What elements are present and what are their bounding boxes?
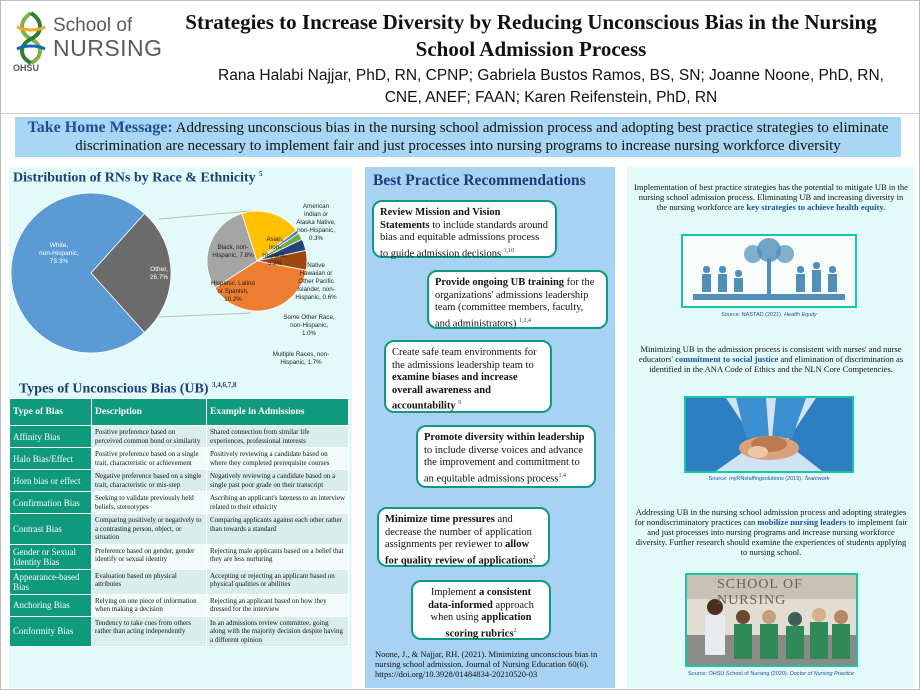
label-white: White, non-Hispanic, 73.3% [39,242,79,265]
distribution-ref: 5 [259,170,263,178]
ohsu-logo-icon [9,9,53,65]
caption-1-title: Health Equity [784,312,817,318]
bias-example-cell: Shared connection from similar life experiences, professional interests [207,426,349,448]
rec2-ref: 1,2,4 [518,317,531,324]
p1-highlight: key strategies to achieve health equity. [746,202,886,212]
rec6-text1: Implement [430,587,479,598]
rec6-ref: 2 [513,627,517,634]
bias-table-body [10,426,349,647]
p1-text: Implementation of best practice strategies has the potential to mitigate UB in the nursing school admission process. Eliminating UB and increasing diversity in the nursing workforce are [634,182,908,212]
connector-bottom [159,313,251,317]
label-black: Black, non-Hispanic, 7.8% [212,244,254,259]
bias-example-cell: Rejecting male applicants based on a belief that they are less nurturing [207,544,349,569]
bias-example-cell: Accepting or rejecting an applicant based on physical qualities or abilities [207,569,349,594]
p2-text2: and elimination of discrimination as identified in the ANA Code of Ethics and the NLN Core Competencies. [649,354,904,374]
rec5-ref: 2 [532,554,536,561]
caption-1-source: Source: NASTAD (2021). [721,312,785,318]
rec6-bold1: a consistent data-informed [428,587,532,611]
label-other: Other, 26.7% [149,266,169,281]
p3-text2: to implement fair and just processes into nursing programs and increase nursing workforce diversity. Further research should examine the experiences of students applying to nursing school. [635,517,908,557]
col-header-description: Description [92,399,207,426]
rec4-text: to include diverse voices and advance the improvement and commitment to an equitable admissions process [424,444,583,484]
logo-line2: NURSING [53,35,163,61]
bias-description-cell: Positive preference based on perceived common bond or similarity [92,426,207,448]
types-title [19,381,237,398]
rec4-bold: Promote diversity within leadership [424,432,585,443]
rec2-bold: Provide ongoing UB training [435,277,565,288]
label-american-indian: American Indian or Alaska Native, non-Hispanic, 0.3% [296,203,336,242]
health-equity-illustration [681,234,857,308]
race-ethnicity-pie-chart [11,187,351,379]
bias-description-cell: Seeking to validate previously held beliefs, stereotypes [92,492,207,514]
bias-type-cell: Appearance-based Bias [10,569,92,594]
bias-example-cell: In an admissions review committee, going along with the majority decision despite having a different opinion [207,616,349,647]
recommendation-mission [372,200,557,258]
right-paragraph-2 [635,344,907,374]
bias-example-cell: Positively reviewing a candidate based on where they completed prerequisite courses [207,448,349,470]
take-home-text: Addressing unconscious bias in the nursing school admission process and adopting best practice strategies to eliminate discrimination are necessary to implement fair and just processes into nursing programs to increase nursing workforce diversity [75,120,889,154]
bias-type-cell: Affinity Bias [10,426,92,448]
bias-type-cell: Gender or Sexual Identity Bias [10,544,92,569]
p2-highlight: commitment to social justice [675,354,779,364]
right-paragraph-1 [633,182,909,212]
label-multiple: Multiple Races, non-Hispanic, 1.7% [272,351,330,366]
nursing-students-photo [685,573,858,667]
sub-pie [207,211,307,311]
label-hispanic: Hispanic, Latino or Spanish, 10.2% [210,280,256,303]
rec5-bold1: Minimize time pressures [385,514,495,525]
label-some-other: Some Other Race, non-Hispanic, 1.0% [283,314,335,337]
caption-2-title: Teamwork [804,476,830,482]
table-row [10,616,349,647]
rec6-bold2: application scoring rubrics [445,612,532,639]
table-row [10,426,349,448]
bias-description-cell: Preference based on gender, gender identify or sexual identity [92,544,207,569]
rec2-text: for the organizations' admissions leadership team (committee members, faculty, and administrators) [435,277,595,329]
bias-type-cell: Conformity Bias [10,616,92,647]
p3-highlight: mobilize nursing leaders [757,517,847,527]
bias-type-cell: Horn bias or effect [10,470,92,492]
p3-text1: Addressing UB in the nursing school admission process and adopting strategies for nondiscriminatory practices can [634,507,907,527]
bias-type-cell: Confirmation Bias [10,492,92,514]
rec4-ref: 1,4 [558,472,566,479]
poster-title: Strategies to Increase Diversity by Reducing Unconscious Bias in the Nursing School Admission Process [185,10,877,61]
caption-2 [684,476,854,482]
bias-table [9,398,349,647]
recommendation-diversity-leadership [416,425,596,488]
bias-type-cell: Contrast Bias [10,514,92,545]
col-header-example: Example in Admissions [207,399,349,426]
caption-3-title: Doctor of Nursing Practice [789,671,854,677]
caption-3 [681,671,861,677]
rec3-ref: 9 [458,400,462,406]
table-row [10,470,349,492]
caption-2-source: Source: myRNstaffingsolutions (2019). [708,476,805,482]
distribution-title-text: Distribution of RNs by Race & Ethnicity [13,170,260,186]
take-home-label: Take Home Message: [27,119,173,136]
bias-description-cell: Relying on one piece of information when making a decision [92,594,207,616]
logo-line1: School of [53,15,133,36]
types-ref: 3,4,6,7,8 [212,381,237,389]
caption-1 [681,312,857,318]
bias-example-cell: Negatively reviewing a candidate based on a single past poor grade on their transcript [207,470,349,492]
recommendation-scoring-rubrics [411,580,551,640]
bias-description-cell: Tendency to take cues from others rather than acting independently [92,616,207,647]
header-divider [1,113,920,114]
bias-example-cell: Rejecting an applicant based on how they dressed for the interview [207,594,349,616]
bias-type-cell: Halo Bias/Effect [10,448,92,470]
table-row [10,544,349,569]
logo-line3: OHSU [13,63,40,73]
table-row [10,569,349,594]
rec3-bold: examine biases and increase overall awareness and accountability [392,372,518,412]
main-pie [11,193,171,353]
bias-description-cell: Comparing positively or negatively to a contrasting person, object, or situation [92,514,207,545]
recommendation-safe-environments [384,340,552,413]
table-row [10,492,349,514]
health-equity-icon [683,236,855,306]
table-row [10,594,349,616]
reference-citation: Noone, J., & Najjar, RH. (2021). Minimizing unconscious bias in nursing school admission. Journal of Nursing Education 60(6). https://doi.org/10.3928/01484834-20210520-03 [375,649,598,679]
teamwork-hands-icon [686,398,852,471]
caption-3-source: Source: OHSU School of Nursing (2020). [688,671,790,677]
label-asian: Asian, non-Hispanic, 5.2% [262,236,288,267]
rec1-ref: 1,10 [503,247,515,254]
take-home-message [15,117,901,157]
authors: Rana Halabi Najjar, PhD, RN, CPNP; Gabriela Bustos Ramos, BS, SN; Joanne Noone, PhD, RN, CNE, ANEF; FAAN; Karen Reifenstein, PhD, RN [218,67,884,106]
rec5-bold2: allow for quality review of applications [385,539,533,566]
rec3-text: Create safe team environments for the admissions leadership team to [392,347,537,371]
table-row [10,514,349,545]
col-header-type: Type of Bias [10,399,92,426]
rec1-bold: Review Mission and Vision Statements [380,207,501,231]
recommendation-training [427,270,608,329]
bias-example-cell: Comparing applicants against each other rather than towards a standard [207,514,349,545]
bias-description-cell: Negative preference based on a single trait, characteristic or mis-step [92,470,207,492]
table-row [10,448,349,470]
teamwork-photo [684,396,854,473]
p2-text1: Minimizing UB in the admission process is consistent with nurses' and nurse educators' [638,344,902,364]
best-practice-title: Best Practice Recommendations [373,172,586,189]
bias-type-cell: Anchoring Bias [10,594,92,616]
right-paragraph-3 [633,507,909,557]
bias-description-cell: Evaluation based on physical attributes [92,569,207,594]
types-title-text: Types of Unconscious Bias (UB) [19,381,209,397]
label-pacific-islander: Native Hawaiian or Other Pacific Islander, non-Hispanic, 0.6% [295,262,337,301]
bias-example-cell: Ascribing an applicant's lateness to an interview related to their ethnicity [207,492,349,514]
recommendation-time-pressures [377,507,550,567]
photo-sign: SCHOOL OF NURSING [717,577,803,608]
bias-description-cell: Positive preference based on a single trait, characteristic or achievement [92,448,207,470]
rec6-text2: approach when using [430,599,534,623]
rec1-text: to include standards around bias and equitable admissions process to guide admission decisions [380,219,548,259]
rec5-text: and decrease the number of application assignments per reviewer to [385,514,532,550]
distribution-title [13,170,263,187]
